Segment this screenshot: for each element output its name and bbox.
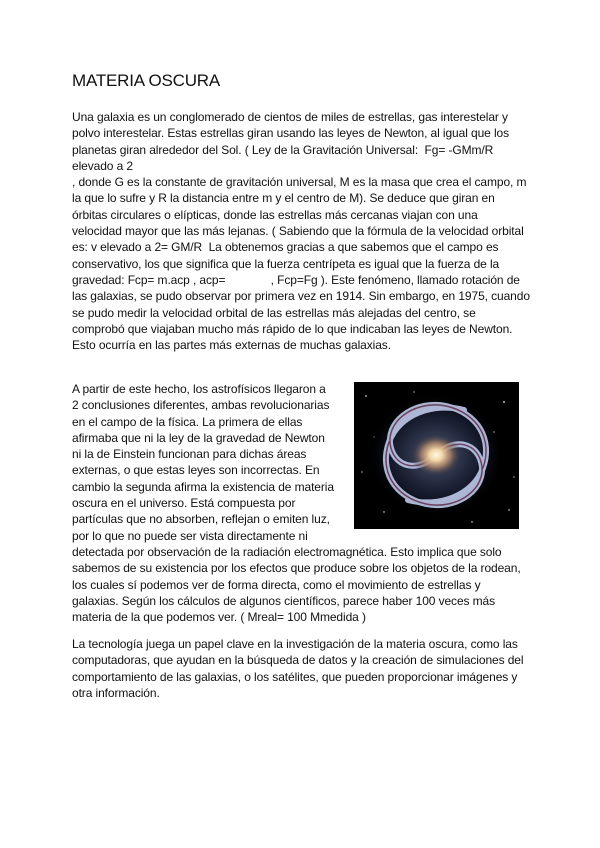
paragraph-galaxy-rotation: Una galaxia es un conglomerado de cientos de miles de estrellas, gas interestelar y polvo interestelar. Estas estrellas giran usando las leyes de Newton, al igual que los planetas giran alrededor del Sol. ( Ley de la Gravitación Universal: Fg= -GMm/R elevado a 2 , donde G es la constante de gravitación universal, M es la masa que crea el campo, m la que lo sufre y R la distancia entre m y el centro de M). Se deduce que giran en órbitas circulares o elípticas, donde las estrellas más cercanas viajan con una velocidad mayor que las más lejanas. ( Sabiendo que la fórmula de la velocidad orbital es: v elevado a 2= GM/R La obtenemos gracias a que sabemos que el campo es conservativo, los que significa que la fuerza centrípeta es igual que la fuerza de la gravedad: Fcp= m.acp , acp= , Fcp=Fg ). Este fenómeno, llamado rotación de las galaxias, se pudo observar por primera vez en 1914. Sin embargo, en 1975, cuando se pudo medir la velocidad orbital de las estrellas más alejadas del centro, se comprobó que viajaban mucho más rápido de lo que indicaban las leyes de Newton. Esto ocurría en las partes más externas de muchas galaxias. (72, 110, 530, 353)
document-title: MATERIA OSCURA (72, 71, 221, 90)
paragraph-dark-matter-conclusions: A partir de este hecho, los astrofísicos llegaron a 2 conclusiones diferentes, ambas revolucionarias en el campo de la física. La primera de ellas afirmaba que ni la ley de la gravedad de Newton ni la de Einstein funcionan para dichas áreas externas, o que estas leyes son incorrectas. En cambio la segunda afirma la existencia de materia oscura en el universo. Está compuesta por partículas que no absorben, reflejan o emiten luz, por lo que no puede ser vista directamente ni detectada por observación de la radiación electromagnética. Esto implica que solo sabemos de su existencia por los efectos que produce sobre los objetos de la rodean, los cuales sí podemos ver de forma directa, como el movimiento de estrellas y galaxias. Según los cálculos de algunos científicos, parece haber 100 veces más materia de la que podemos ver. ( Mreal= 100 Mmedida ) (72, 382, 521, 625)
paragraph-technology: La tecnología juega un papel clave en la investigación de la materia oscura, como las computadoras, que ayudan en la búsqueda de datos y la creación de simulaciones del comportamiento de las galaxias, o los satélites, que pueden proporcionar imágenes y otra información. (72, 637, 524, 700)
